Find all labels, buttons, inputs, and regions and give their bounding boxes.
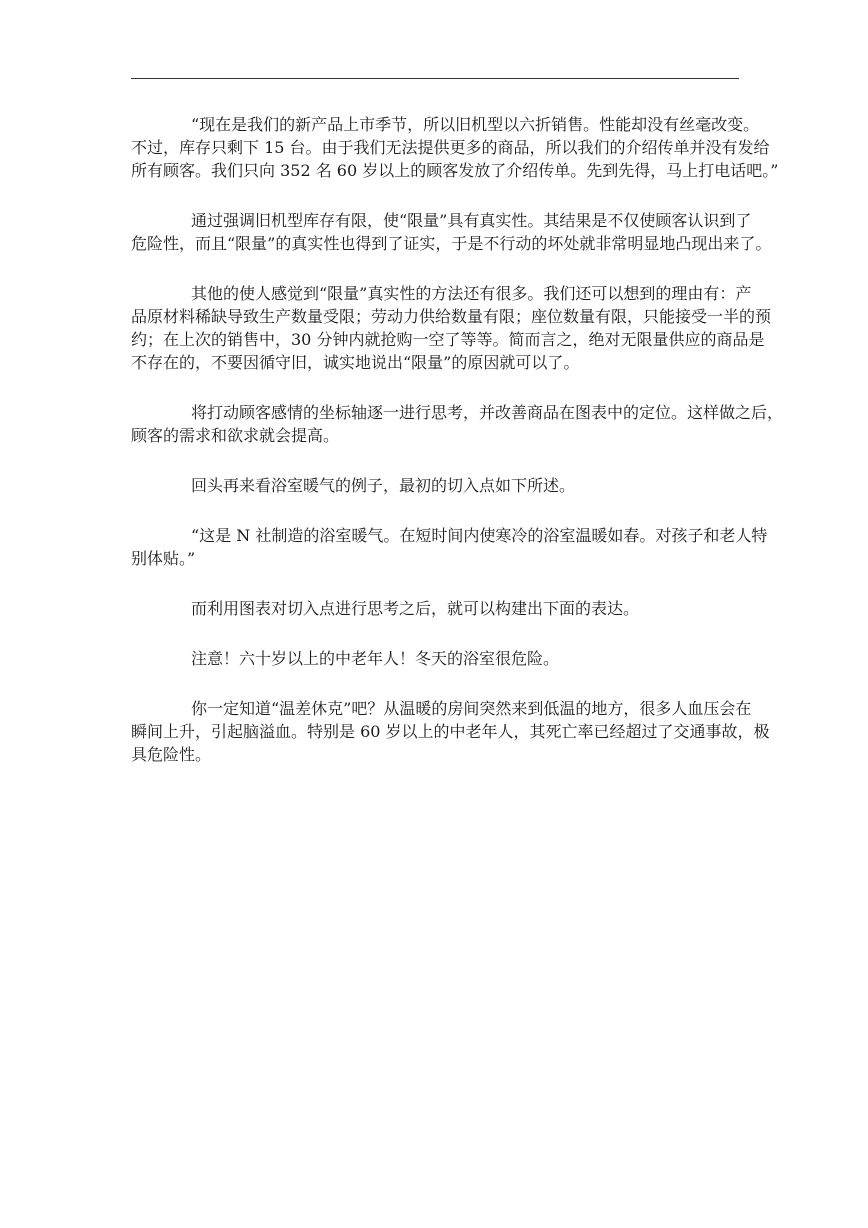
paragraph-5 [131,473,739,496]
text-line: 将打动顾客感情的坐标轴逐一进行思考，并改善商品在图表中的定位。这样做之后， [191,403,784,422]
text-line: 不存在的，不要因循守旧，诚实地说出“限量”的原因就可以了。 [131,353,580,372]
text-line: 其他的使人感觉到“限量”真实性的方法还有很多。我们还可以想到的理由有：产 [191,284,752,303]
paragraph-4 [131,400,784,446]
text-line: 而利用图表对切入点进行思考之后，就可以构建出下面的表达。 [191,599,640,618]
text-line: 回头再来看浴室暖气的例子，最初的切入点如下所述。 [191,476,576,495]
text-line: 通过强调旧机型库存有限，使“限量”具有真实性。其结果是不仅使顾客认识到了 [191,211,752,230]
body-text [131,112,784,792]
text-line: 别体贴。” [131,549,196,568]
text-line: 具危险性。 [131,745,212,764]
text-line: 不过，库存只剩下 15 台。由于我们无法提供更多的商品，所以我们的介绍传单并没有发给 [131,138,770,157]
text-line: 顾客的需求和欲求就会提高。 [131,426,340,445]
text-line: 注意！六十岁以上的中老年人！冬天的浴室很危险。 [191,649,560,668]
paragraph-3 [131,281,772,373]
paragraph-9 [131,696,770,765]
paragraph-8 [131,646,739,669]
text-line: 所有顾客。我们只向 352 名 60 岁以上的顾客发放了介绍传单。先到先得，马上打电话吧。” [131,161,779,180]
paragraph-6 [131,523,768,569]
text-line: “这是 N 社制造的浴室暖气。在短时间内使寒冷的浴室温暖如春。对孩子和老人特 [191,526,768,545]
paragraph-2 [131,208,772,254]
paragraph-1 [131,112,779,181]
paragraph-7 [131,596,739,619]
text-line: 你一定知道“温差休克”吧？从温暖的房间突然来到低温的地方，很多人血压会在 [191,699,752,718]
header-rule [131,78,739,79]
text-line: 约；在上次的销售中，30 分钟内就抢购一空了等等。简而言之，绝对无限量供应的商品是 [131,330,765,349]
text-line: “现在是我们的新产品上市季节，所以旧机型以六折销售。性能却没有丝毫改变。 [191,115,760,134]
text-line: 瞬间上升，引起脑溢血。特别是 60 岁以上的中老年人，其死亡率已经超过了交通事故，极 [131,722,770,741]
text-line: 品原材料稀缺导致生产数量受限；劳动力供给数量有限；座位数量有限，只能接受一半的预 [131,307,772,326]
text-line: 危险性，而且“限量”的真实性也得到了证实，于是不行动的坏处就非常明显地凸现出来了。 [131,234,772,253]
